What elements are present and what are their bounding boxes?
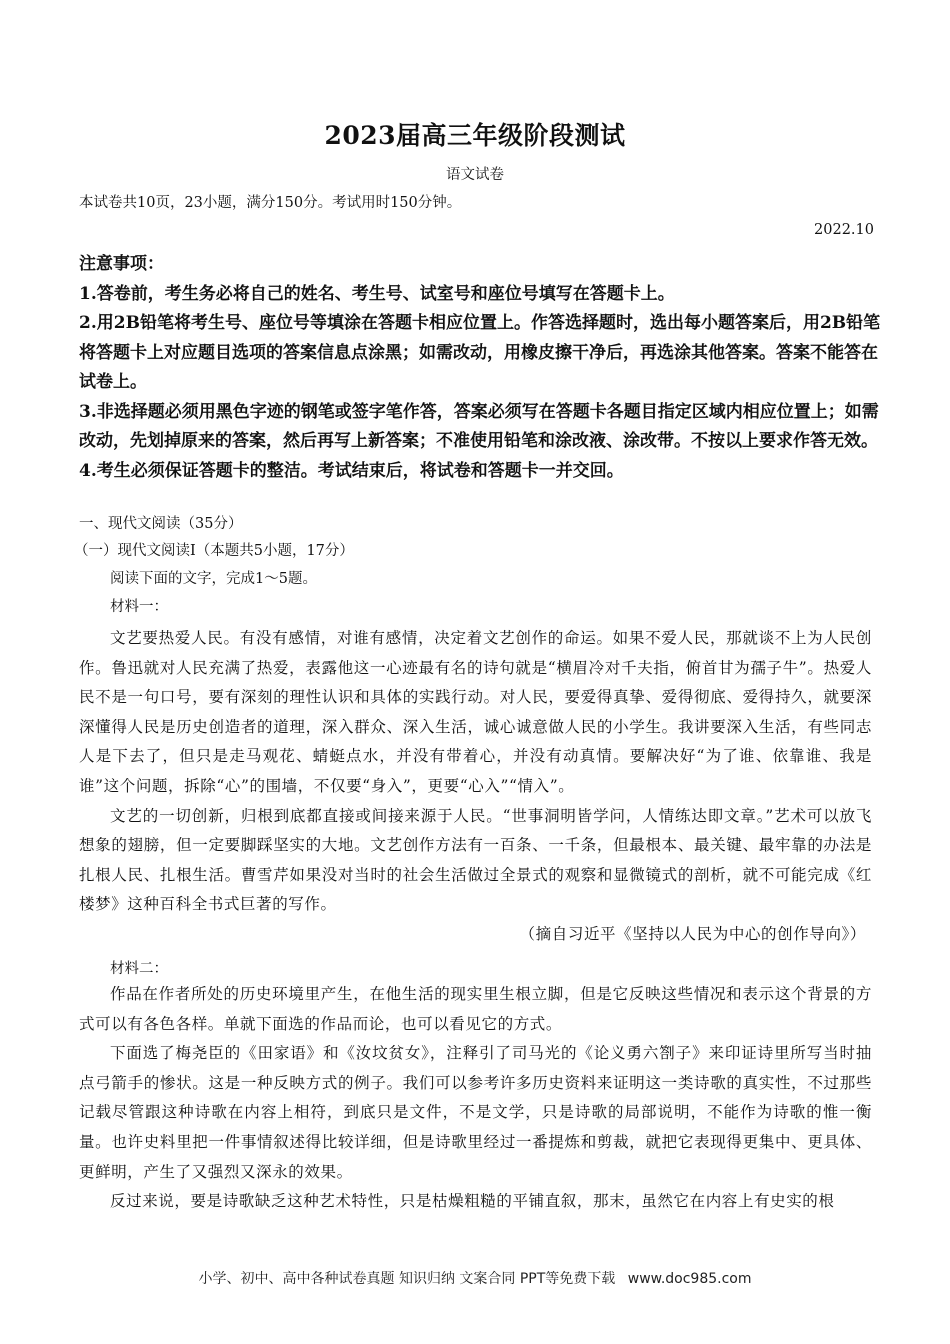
notice-item-2: 2.用2B铅笔将考生号、座位号等填涂在答题卡相应位置上。作答选择题时，选出每小题答案后，用2B铅笔将答题卡上对应题目选项的答案信息点涂黑；如需改动，用橡皮擦干净后，再选涂其他答案。答案不能答在试卷上。 xyxy=(79,313,881,392)
footer-text: 小学、初中、高中各种试卷真题 知识归纳 文案合同 PPT等免费下载 xyxy=(198,1271,616,1287)
exam-title: 2023届高三年级阶段测试 xyxy=(324,121,626,150)
footer-link[interactable]: www.doc985.com xyxy=(627,1271,752,1287)
subsection-heading: （一）现代文阅读Ⅰ（本题共5小题，17分） xyxy=(74,543,354,559)
notice-heading: 注意事项： xyxy=(79,254,164,274)
notice-item-4: 4.考生必须保证答题卡的整洁。考试结束后，将试卷和答题卡一并交回。 xyxy=(79,460,624,481)
section-heading: 一、现代文阅读（35分） xyxy=(79,516,243,532)
material2-paragraph: 反过来说，要是诗歌缺乏这种艺术特性，只是枯燥粗糙的平铺直叙，那末，虽然它在内容上有史实的根 xyxy=(110,1192,835,1211)
material2-text xyxy=(79,980,872,1217)
exam-subtitle: 语文试卷 xyxy=(446,167,504,183)
material1-source: （摘自习近平《坚持以人民为中心的创作导向》） xyxy=(519,924,866,943)
notice-item-1: 1.答卷前，考生务必将自己的姓名、考生号、试室号和座位号填写在答题卡上。 xyxy=(79,283,675,304)
material2-label: 材料二： xyxy=(110,961,168,977)
material1-text xyxy=(79,624,872,950)
material1-paragraph: 文艺要热爱人民。有没有感情，对谁有感情，决定着文艺创作的命运。如果不爱人民，那就谈不上为人民创作。鲁迅就对人民充满了热爱，表露他这一心迹最有名的诗句就是“横眉冷对千夫指，俯首甘为孺子牛”。热爱人民不是一句口号，要有深刻的理性认识和具体的实践行动。对人民，要爱得真挚、爱得彻底、爱得持久，就要深深懂得人民是历史创造者的道理，深入群众、深入生活，诚心诚意做人民的小学生。我讲要深入生活，有些同志人是下去了，但只是走马观花、蜻蜓点水，并没有带着心，并没有动真情。要解决好“为了谁、依靠谁、我是谁”这个问题，拆除“心”的围墙，不仅要“身入”，更要“心入”“情入”。 xyxy=(79,629,872,795)
material2-paragraph: 作品在作者所处的历史环境里产生，在他生活的现实里生根立脚，但是它反映这些情况和表示这个背景的方式可以有各色各样。单就下面选的作品而论，也可以看见它的方式。 xyxy=(79,985,872,1033)
material1-paragraph: 文艺的一切创新，归根到底都直接或间接来源于人民。“世事洞明皆学问，人情练达即文章。”艺术可以放飞想象的翅膀，但一定要脚踩坚实的大地。文艺创作方法有一百条、一千条，但最根本、最关键、最牢靠的办法是扎根人民、扎根生活。曹雪芹如果没对当时的社会生活做过全景式的观察和显微镜式的剖析，就不可能完成《红楼梦》这种百科全书式巨著的写作。 xyxy=(79,806,872,914)
reading-instruction: 阅读下面的文字，完成1～5题。 xyxy=(110,571,317,587)
notice-item-3: 3.非选择题必须用黑色字迹的钢笔或签字笔作答，答案必须写在答题卡各题目指定区域内相应位置上；如需改动，先划掉原来的答案，然后再写上新答案；不准使用铅笔和涂改液、涂改带。不按以上要求作答无效。 xyxy=(79,401,879,451)
material2-paragraph: 下面选了梅尧臣的《田家语》和《汝坟贫女》，注释引了司马光的《论义勇六劄子》来印证诗里所写当时抽点弓箭手的惨状。这是一种反映方式的例子。我们可以参考许多历史资料来证明这一类诗歌的真实性，不过那些记载尽管跟这种诗歌在内容上相符，到底只是文件，不是文学，只是诗歌的局部说明，不能作为诗歌的惟一衡量。也许史料里把一件事情叙述得比较详细，但是诗歌里经过一番提炼和剪裁，就把它表现得更集中、更具体、更鲜明，产生了又强烈又深永的效果。 xyxy=(79,1044,872,1181)
material1-label: 材料一： xyxy=(110,599,168,615)
exam-date: 2022.10 xyxy=(814,222,874,238)
notice-block xyxy=(79,250,885,486)
exam-info: 本试卷共10页，23小题，满分150分。考试用时150分钟。 xyxy=(79,195,462,211)
page-footer xyxy=(0,1268,950,1288)
